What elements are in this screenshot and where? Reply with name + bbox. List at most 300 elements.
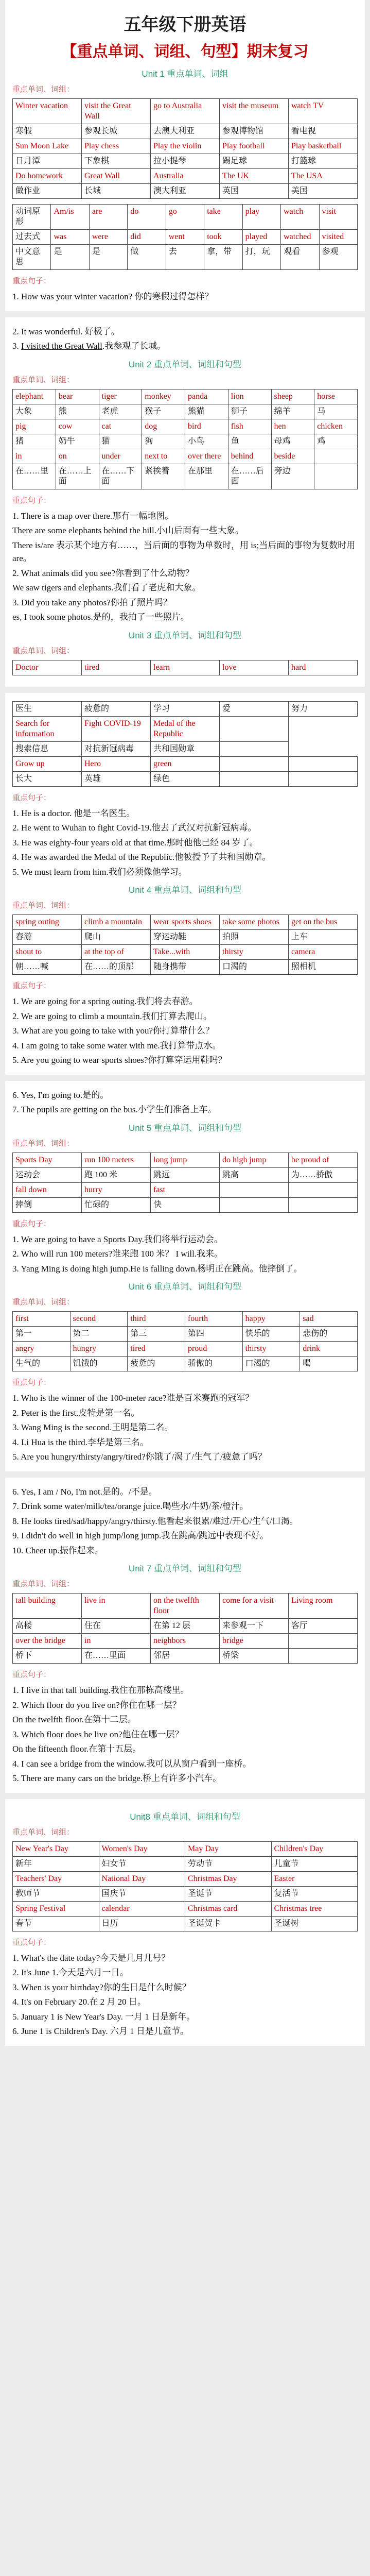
vocab-chinese-cell: 中文意思 xyxy=(13,245,51,270)
vocab-english-cell: elephant xyxy=(13,389,56,404)
vocab-chinese-cell: 口渴的 xyxy=(220,960,289,975)
vocab-english-cell xyxy=(220,756,289,771)
vocab-english-cell xyxy=(314,449,358,464)
vocab-chinese-cell: 在……里 xyxy=(13,464,56,489)
vocab-english-cell: go xyxy=(166,205,204,230)
vocab-english-cell: long jump xyxy=(151,1153,220,1167)
vocab-chinese-cell: 圣诞节 xyxy=(185,1886,272,1901)
unit2-sentences xyxy=(12,510,358,624)
vocab-chinese-cell: 跳远 xyxy=(151,1167,220,1182)
vocab-row xyxy=(13,1649,358,1664)
vocab-chinese-cell: 猪 xyxy=(13,434,56,449)
vocab-english-cell: hen xyxy=(271,419,314,434)
vocab-chinese-cell: 喝 xyxy=(300,1357,358,1371)
unit5-sentence-label: 重点句子： xyxy=(12,1219,51,1228)
vocab-english-cell: hurry xyxy=(82,1182,151,1197)
vocab-chinese-cell: 在……里面 xyxy=(82,1649,151,1664)
vocab-row xyxy=(13,124,358,139)
vocab-chinese-cell: 对抗新冠病毒 xyxy=(82,741,151,756)
vocab-english-cell: dog xyxy=(142,419,185,434)
vocab-english-cell: did xyxy=(128,230,166,245)
sentence-line: 2. He went to Wuhan to fight Covid-19.他去了武汉对抗新冠病毒。 xyxy=(12,823,257,833)
vocab-english-cell: come for a visit xyxy=(220,1594,289,1619)
vocab-row xyxy=(13,1856,358,1871)
vocab-english-cell: Play football xyxy=(220,139,289,154)
vocab-english-cell: neighbors xyxy=(151,1634,220,1649)
vocab-row xyxy=(13,1327,358,1342)
vocab-chinese-cell: 桥梁 xyxy=(220,1649,289,1664)
vocab-english-cell: are xyxy=(89,205,127,230)
vocab-english-cell: love xyxy=(220,660,289,675)
sentence-line: 5. Are you hungry/thirsty/angry/tired?你饿了/渴了/生气了/疲惫了吗？ xyxy=(12,1452,267,1462)
unit4-sentences xyxy=(12,995,358,1067)
vocab-row xyxy=(13,741,358,756)
vocab-chinese-cell: 拿，带 xyxy=(204,245,242,270)
sentence-line: 1. I live in that tall building.我住在那栋高楼里。 xyxy=(12,1685,189,1695)
vocab-english-cell: Great Wall xyxy=(82,169,151,184)
vocab-chinese-cell: 拍照 xyxy=(220,930,289,945)
vocab-chinese-cell: 猫 xyxy=(99,434,142,449)
unit1-vocab-label: 重点单词、词组： xyxy=(12,85,75,94)
unit1-sentence-label: 重点句子： xyxy=(12,277,51,285)
vocab-row xyxy=(13,1916,358,1931)
vocab-english-cell: went xyxy=(166,230,204,245)
vocab-chinese-cell: 熊猫 xyxy=(185,404,228,419)
vocab-chinese-cell xyxy=(220,1197,289,1212)
vocab-chinese-cell: 美国 xyxy=(289,184,358,199)
unit4-heading: Unit 4 重点单词、词组和句型 xyxy=(128,885,242,895)
vocab-chinese-cell: 学习 xyxy=(151,701,220,716)
vocab-chinese-cell: 在……的顶部 xyxy=(82,960,151,975)
unit1-sentence-2: 2. It was wonderful. 好极了。 xyxy=(12,326,120,336)
vocab-english-cell: Play the violin xyxy=(151,139,220,154)
vocab-chinese-cell: 教师节 xyxy=(13,1886,99,1901)
vocab-chinese-cell: 绵羊 xyxy=(271,404,314,419)
vocab-english-cell: drink xyxy=(300,1342,358,1357)
doc-subtitle: 【重点单词、词组、句型】期末复习 xyxy=(61,43,309,60)
vocab-english-cell xyxy=(289,756,358,771)
unit8-heading: Unit8 重点单词、词组和句型 xyxy=(130,1811,240,1822)
vocab-english-cell: Christmas card xyxy=(185,1901,272,1916)
vocab-english-cell: lion xyxy=(228,389,271,404)
vocab-english-cell: horse xyxy=(314,389,358,404)
unit2-heading: Unit 2 重点单词、词组和句型 xyxy=(128,359,242,369)
s3-underlined: I visited the Great Wall xyxy=(21,341,102,351)
s3-suffix: .我参观了长城。 xyxy=(102,341,166,351)
unit8-vocab-label: 重点单词、词组： xyxy=(12,1827,75,1837)
sentence-line: 5. January 1 is New Year's Day. 一月 1 日是新年。 xyxy=(12,2011,196,2022)
vocab-english-cell: took xyxy=(204,230,242,245)
vocab-chinese-cell: 努力 xyxy=(289,701,358,716)
vocab-chinese-cell: 快 xyxy=(151,1197,220,1212)
vocab-row xyxy=(13,930,358,945)
vocab-english-cell: cow xyxy=(56,419,99,434)
vocab-english-cell: Take...with xyxy=(151,945,220,960)
vocab-chinese-cell: 疲惫的 xyxy=(82,701,151,716)
sentence-line: es, I took some photos.是的，我拍了一些照片。 xyxy=(12,612,189,622)
vocab-row xyxy=(13,1312,358,1327)
card-unit5 xyxy=(5,1081,365,1471)
vocab-english-cell: Hero xyxy=(82,756,151,771)
vocab-row xyxy=(13,419,358,434)
vocab-english-cell: tired xyxy=(82,660,151,675)
vocab-chinese-cell: 英雄 xyxy=(82,771,151,786)
sentence-line: There is/are 表示某个地方有……，当后面的事物为单数时，用 is;当后面的事物为复数时用 are。 xyxy=(12,540,356,563)
vocab-english-cell: do xyxy=(128,205,166,230)
vocab-chinese-cell: 紧挨着 xyxy=(142,464,185,489)
vocab-row xyxy=(13,1886,358,1901)
sentence-line: 5. We must learn from him.我们必须像他学习。 xyxy=(12,867,187,877)
vocab-english-cell: played xyxy=(242,230,280,245)
vocab-chinese-cell: 生气的 xyxy=(13,1357,71,1371)
vocab-english-cell: monkey xyxy=(142,389,185,404)
unit5-heading: Unit 5 重点单词、词组和句型 xyxy=(128,1123,242,1133)
card-unit1 xyxy=(5,0,365,311)
vocab-chinese-cell: 桥下 xyxy=(13,1649,82,1664)
vocab-chinese-cell: 日月潭 xyxy=(13,154,82,169)
vocab-english-cell: in xyxy=(13,449,56,464)
vocab-english-cell: be proud of xyxy=(289,1153,358,1167)
unit4-vocab-table xyxy=(12,914,358,975)
vocab-chinese-cell: 在第 12 层 xyxy=(151,1619,220,1634)
sentence-line: 4. He was awarded the Medal of the Republic.他被授予了共和国勋章。 xyxy=(12,852,271,862)
vocab-english-cell: under xyxy=(99,449,142,464)
vocab-english-cell: Play chess xyxy=(82,139,151,154)
vocab-english-cell: Living room xyxy=(289,1594,358,1619)
vocab-chinese-cell: 悲伤的 xyxy=(300,1327,358,1342)
vocab-english-cell: watched xyxy=(281,230,319,245)
vocab-chinese-cell: 踢足球 xyxy=(220,154,289,169)
vocab-chinese-cell xyxy=(314,464,358,489)
vocab-row xyxy=(13,1342,358,1357)
sentence-line: 3. He was eighty-four years old at that time.那时他他已经 84 岁了。 xyxy=(12,837,258,848)
vocab-english-cell: Medal of the Republic xyxy=(151,716,220,741)
vocab-english-cell: go to Australia xyxy=(151,99,220,124)
vocab-chinese-cell: 熊 xyxy=(56,404,99,419)
vocab-english-cell: take xyxy=(204,205,242,230)
unit3-vocab-table-cont xyxy=(12,701,358,787)
vocab-chinese-cell: 圣诞树 xyxy=(271,1916,358,1931)
unit1-heading: Unit 1 重点单词、词组 xyxy=(142,69,228,79)
vocab-english-cell: Teachers' Day xyxy=(13,1871,99,1886)
vocab-english-cell: Am/is xyxy=(51,205,89,230)
vocab-english-cell: beside xyxy=(271,449,314,464)
sentence-line: 3. What are you going to take with you?你打算带什么？ xyxy=(12,1026,215,1036)
vocab-row xyxy=(13,701,358,716)
sentence-line: 1. We are going for a spring outing.我们将去春游。 xyxy=(12,996,198,1006)
vocab-chinese-cell: 共和国勋章 xyxy=(151,741,220,756)
vocab-chinese-cell: 在……后面 xyxy=(228,464,271,489)
vocab-english-cell: run 100 meters xyxy=(82,1153,151,1167)
vocab-english-cell: Spring Festival xyxy=(13,1901,99,1916)
vocab-english-cell: fish xyxy=(228,419,271,434)
vocab-row xyxy=(13,230,358,245)
vocab-chinese-cell: 骄傲的 xyxy=(185,1357,242,1371)
vocab-chinese-cell: 第二 xyxy=(70,1327,128,1342)
vocab-english-cell: thirsty xyxy=(220,945,289,960)
vocab-chinese-cell: 上车 xyxy=(289,930,358,945)
vocab-chinese-cell: 第三 xyxy=(128,1327,185,1342)
vocab-english-cell: angry xyxy=(13,1342,71,1357)
vocab-english-cell: shout to xyxy=(13,945,82,960)
vocab-chinese-cell: 妇女节 xyxy=(99,1856,185,1871)
vocab-english-cell: take some photos xyxy=(220,915,289,930)
unit4-vocab-label: 重点单词、词组： xyxy=(12,901,75,910)
vocab-row xyxy=(13,716,358,741)
vocab-chinese-cell xyxy=(220,741,289,756)
vocab-english-cell: Doctor xyxy=(13,660,82,675)
vocab-english-cell: bear xyxy=(56,389,99,404)
vocab-chinese-cell xyxy=(220,771,289,786)
vocab-english-cell: proud xyxy=(185,1342,242,1357)
vocab-english-cell: visit xyxy=(319,205,358,230)
vocab-chinese-cell: 去 xyxy=(166,245,204,270)
vocab-english-cell: calendar xyxy=(99,1901,185,1916)
unit6-sentences-cont xyxy=(12,1485,358,1557)
sentence-line: 2. It's June 1.今天是六月一日。 xyxy=(12,1968,129,1977)
unit6-heading: Unit 6 重点单词、词组和句型 xyxy=(128,1282,242,1292)
vocab-row xyxy=(13,464,358,489)
vocab-chinese-cell: 在……下面 xyxy=(99,464,142,489)
vocab-english-cell: visit the Great Wall xyxy=(82,99,151,124)
vocab-english-cell: watch xyxy=(281,205,319,230)
vocab-row xyxy=(13,945,358,960)
vocab-chinese-cell: 搜索信息 xyxy=(13,741,82,756)
sentence-line: We saw tigers and elephants.我们看了老虎和大象。 xyxy=(12,583,201,592)
unit7-vocab-table xyxy=(12,1593,358,1664)
unit2-sentence-label: 重点句子： xyxy=(12,496,51,505)
vocab-english-cell: do high jump xyxy=(220,1153,289,1167)
vocab-english-cell: Easter xyxy=(271,1871,358,1886)
vocab-english-cell: on the twelfth floor xyxy=(151,1594,220,1619)
vocab-english-cell: tired xyxy=(128,1342,185,1357)
vocab-english-cell: were xyxy=(89,230,127,245)
vocab-row xyxy=(13,1634,358,1649)
sentence-line: 1. What's the date today?今天是几月几号？ xyxy=(12,1953,170,1963)
vocab-chinese-cell: 绿色 xyxy=(151,771,220,786)
vocab-english-cell: pig xyxy=(13,419,56,434)
vocab-english-cell: get on the bus xyxy=(289,915,358,930)
unit1-sentence-3 xyxy=(12,340,358,353)
vocab-chinese-cell: 马 xyxy=(314,404,358,419)
sentence-line: 6. Yes, I am / No, I'm not.是的。/不是。 xyxy=(12,1486,157,1497)
vocab-english-cell: May Day xyxy=(185,1841,272,1856)
vocab-chinese-cell: 猴子 xyxy=(142,404,185,419)
vocab-row xyxy=(13,1871,358,1886)
vocab-chinese-cell: 参观长城 xyxy=(82,124,151,139)
vocab-english-cell: watch TV xyxy=(289,99,358,124)
vocab-english-cell: was xyxy=(51,230,89,245)
vocab-row xyxy=(13,1182,358,1197)
vocab-chinese-cell: 大象 xyxy=(13,404,56,419)
vocab-chinese-cell: 为……骄傲 xyxy=(289,1167,358,1182)
vocab-english-cell: third xyxy=(128,1312,185,1327)
vocab-english-cell: Do homework xyxy=(13,169,82,184)
unit1-vocab-table xyxy=(12,98,358,199)
unit5-vocab-table xyxy=(12,1153,358,1213)
vocab-row xyxy=(13,756,358,771)
unit1-sentence-1: 1. How was your winter vacation? 你的寒假过得怎样？ xyxy=(12,292,214,301)
vocab-english-cell: thirsty xyxy=(242,1342,300,1357)
vocab-row xyxy=(13,1153,358,1167)
unit5-vocab-label: 重点单词、词组： xyxy=(12,1139,75,1148)
vocab-chinese-cell: 穿运动鞋 xyxy=(151,930,220,945)
sentence-line: 2. Who will run 100 meters?谁来跑 100 米？ I will.我来。 xyxy=(12,1249,223,1259)
vocab-english-cell: Search for information xyxy=(13,716,82,741)
vocab-row xyxy=(13,139,358,154)
vocab-english-cell: play xyxy=(242,205,280,230)
sentence-line: 2. We are going to climb a mountain.我们打算去爬山。 xyxy=(12,1011,212,1021)
vocab-chinese-cell: 鱼 xyxy=(228,434,271,449)
vocab-chinese-cell: 是 xyxy=(51,245,89,270)
sentence-line: 6. June 1 is Children's Day. 六月 1 日是儿童节。 xyxy=(12,2026,189,2036)
vocab-chinese-cell: 春游 xyxy=(13,930,82,945)
unit6-vocab-label: 重点单词、词组： xyxy=(12,1298,75,1307)
sentence-line: 5. Are you going to wear sports shoes?你打算穿运用鞋吗？ xyxy=(12,1055,227,1065)
vocab-english-cell: Women's Day xyxy=(99,1841,185,1856)
vocab-english-cell: Sports Day xyxy=(13,1153,82,1167)
sentence-line: 5. There are many cars on the bridge.桥上有许多小汽车。 xyxy=(12,1773,222,1783)
vocab-chinese-cell: 口渴的 xyxy=(242,1357,300,1371)
vocab-row xyxy=(13,184,358,199)
sentence-line: 2. What animals did you see?你看到了什么动物？ xyxy=(12,568,194,578)
vocab-row xyxy=(13,915,358,930)
sentence-line: 9. I didn't do well in high jump/long jump.我在跳高/跳远中表现不好。 xyxy=(12,1531,269,1540)
sentence-line: 4. I am going to take some water with me.我打算带点水。 xyxy=(12,1040,221,1050)
s3-prefix: 3. xyxy=(12,341,21,351)
vocab-chinese-cell: 过去式 xyxy=(13,230,51,245)
sentence-line: 3. Yang Ming is doing high jump.He is falling down.杨明正在跳高。他摔倒了。 xyxy=(12,1263,303,1274)
vocab-english-cell: on xyxy=(56,449,99,464)
vocab-english-cell: Grow up xyxy=(13,756,82,771)
vocab-chinese-cell: 运动会 xyxy=(13,1167,82,1182)
vocab-english-cell: sad xyxy=(300,1312,358,1327)
vocab-english-cell: bridge xyxy=(220,1634,289,1649)
vocab-english-cell: sheep xyxy=(271,389,314,404)
unit6-sentence-label: 重点句子： xyxy=(12,1378,51,1387)
vocab-chinese-cell: 寒假 xyxy=(13,124,82,139)
vocab-chinese-cell: 摔倒 xyxy=(13,1197,82,1212)
vocab-chinese-cell: 旁边 xyxy=(271,464,314,489)
sentence-line: 3. Did you take any photos?你拍了照片吗？ xyxy=(12,597,172,607)
vocab-english-cell: in xyxy=(82,1634,151,1649)
vocab-english-cell xyxy=(220,1182,289,1197)
unit6-vocab-table xyxy=(12,1311,358,1371)
vocab-row xyxy=(13,1619,358,1634)
vocab-english-cell: Winter vacation xyxy=(13,99,82,124)
unit6-sentences xyxy=(12,1392,358,1464)
vocab-chinese-cell: 照相机 xyxy=(289,960,358,975)
vocab-english-cell: Children's Day xyxy=(271,1841,358,1856)
vocab-chinese-cell: 快乐的 xyxy=(242,1327,300,1342)
vocab-chinese-cell: 老虎 xyxy=(99,404,142,419)
vocab-english-cell: hungry xyxy=(70,1342,128,1357)
vocab-english-cell: Sun Moon Lake xyxy=(13,139,82,154)
unit4-sentence-label: 重点句子： xyxy=(12,981,51,990)
vocab-chinese-cell: 儿童节 xyxy=(271,1856,358,1871)
vocab-chinese-cell: 客厅 xyxy=(289,1619,358,1634)
vocab-chinese-cell: 在那里 xyxy=(185,464,228,489)
vocab-chinese-cell: 狗 xyxy=(142,434,185,449)
vocab-chinese-cell xyxy=(289,1649,358,1664)
unit2-vocab-label: 重点单词、词组： xyxy=(12,375,75,384)
vocab-row xyxy=(13,389,358,404)
vocab-chinese-cell: 新年 xyxy=(13,1856,99,1871)
vocab-english-cell: tall building xyxy=(13,1594,82,1619)
vocab-chinese-cell: 长城 xyxy=(82,184,151,199)
vocab-english-cell: bird xyxy=(185,419,228,434)
unit3-vocab-label: 重点单词、词组： xyxy=(12,646,75,655)
vocab-chinese-cell: 跳高 xyxy=(220,1167,289,1182)
vocab-row xyxy=(13,1167,358,1182)
sentence-line: 1. Who is the winner of the 100-meter race?谁是百米赛跑的冠军？ xyxy=(12,1393,254,1403)
sentence-line: 2. Peter is the first.皮特是第一名。 xyxy=(12,1408,140,1418)
vocab-chinese-cell: 鸡 xyxy=(314,434,358,449)
vocab-english-cell: live in xyxy=(82,1594,151,1619)
vocab-row xyxy=(13,1357,358,1371)
unit7-sentences xyxy=(12,1684,358,1785)
unit3-heading: Unit 3 重点单词、词组和句型 xyxy=(128,630,242,640)
vocab-chinese-cell: 拉小提琴 xyxy=(151,154,220,169)
vocab-row xyxy=(13,154,358,169)
vocab-english-cell: learn xyxy=(151,660,220,675)
vocab-row xyxy=(13,660,358,675)
vocab-chinese-cell: 医生 xyxy=(13,701,82,716)
vocab-chinese-cell: 邻居 xyxy=(151,1649,220,1664)
sentence-line: 4. Li Hua is the third.李华是第三名。 xyxy=(12,1437,149,1447)
unit8-vocab-table xyxy=(12,1841,358,1931)
vocab-english-cell: tiger xyxy=(99,389,142,404)
vocab-chinese-cell: 跑 100 米 xyxy=(82,1167,151,1182)
vocab-chinese-cell: 圣诞贺卡 xyxy=(185,1916,272,1931)
vocab-chinese-cell: 劳动节 xyxy=(185,1856,272,1871)
vocab-chinese-cell: 做作业 xyxy=(13,184,82,199)
vocab-row xyxy=(13,1594,358,1619)
vocab-row xyxy=(13,1197,358,1212)
vocab-chinese-cell: 做 xyxy=(128,245,166,270)
vocab-chinese-cell: 忙碌的 xyxy=(82,1197,151,1212)
vocab-english-cell: second xyxy=(70,1312,128,1327)
vocab-row xyxy=(13,169,358,184)
vocab-english-cell: visited xyxy=(319,230,358,245)
unit8-sentences xyxy=(12,1952,358,2038)
vocab-chinese-cell: 日历 xyxy=(99,1916,185,1931)
vocab-english-cell: New Year's Day xyxy=(13,1841,99,1856)
vocab-chinese-cell: 狮子 xyxy=(228,404,271,419)
vocab-english-cell: camera xyxy=(289,945,358,960)
unit8-sentence-label: 重点句子： xyxy=(12,1938,51,1947)
unit7-heading: Unit 7 重点单词、词组和句型 xyxy=(128,1564,242,1573)
vocab-english-cell: Christmas tree xyxy=(271,1901,358,1916)
vocab-chinese-cell: 看电视 xyxy=(289,124,358,139)
vocab-chinese-cell: 爬山 xyxy=(82,930,151,945)
vocab-chinese-cell: 澳大利亚 xyxy=(151,184,220,199)
vocab-english-cell xyxy=(220,716,289,741)
vocab-chinese-cell: 参观 xyxy=(319,245,358,270)
unit3-vocab-table xyxy=(12,660,358,675)
vocab-english-cell: happy xyxy=(242,1312,300,1327)
vocab-chinese-cell: 朝……喊 xyxy=(13,960,82,975)
vocab-english-cell: over there xyxy=(185,449,228,464)
vocab-chinese-cell xyxy=(289,1197,358,1212)
vocab-chinese-cell: 住在 xyxy=(82,1619,151,1634)
unit5-sentences xyxy=(12,1233,358,1276)
sentence-line: 2. Which floor do you live on?你住在哪一层？ xyxy=(12,1700,181,1710)
vocab-english-cell: over the bridge xyxy=(13,1634,82,1649)
vocab-english-cell: climb a mountain xyxy=(82,915,151,930)
unit3-sentences xyxy=(12,807,358,879)
vocab-english-cell: panda xyxy=(185,389,228,404)
